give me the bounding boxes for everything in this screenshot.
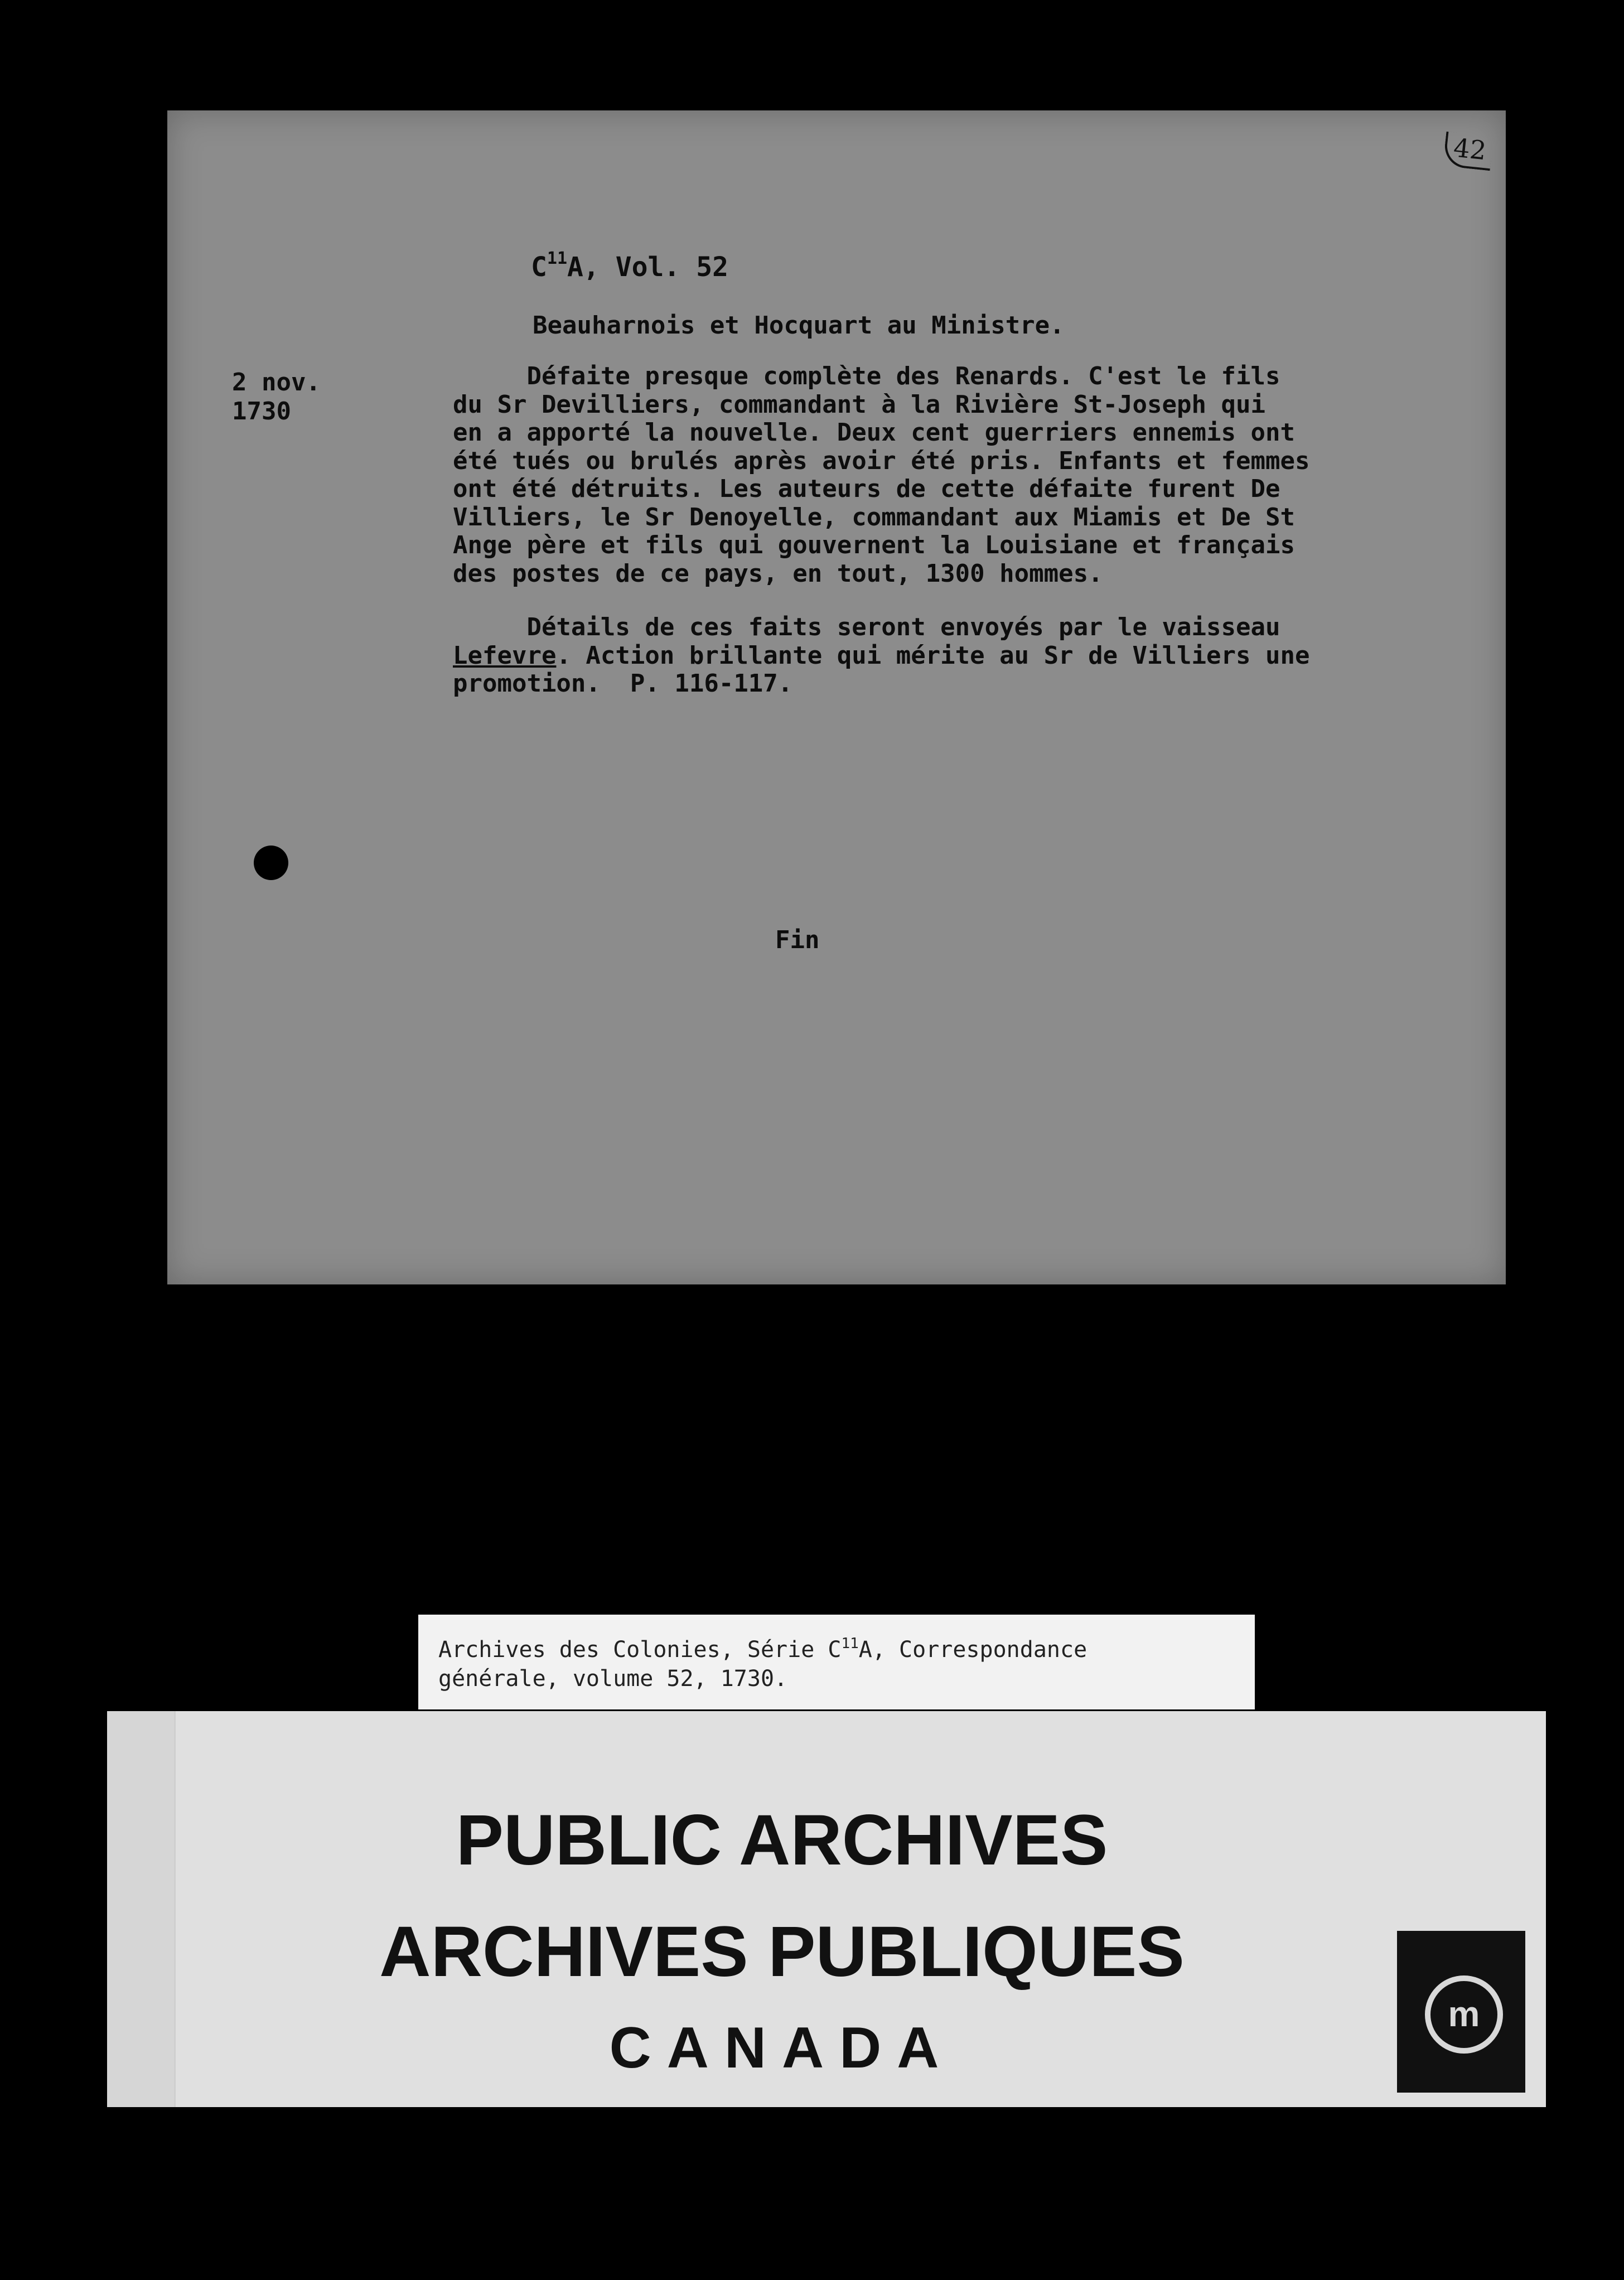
document-heading: Beauharnois et Hocquart au Ministre. xyxy=(533,311,1065,340)
caption-line2: générale, volume 52, 1730. xyxy=(438,1666,788,1692)
logo-ring xyxy=(1425,1975,1503,2054)
end-marker: Fin xyxy=(775,926,820,954)
caption-prefix: Archives des Colonies, Série C xyxy=(438,1637,842,1663)
paragraph-defeat: Défaite presque complète des Renards. C'est le fils du Sr Devilliers, commandant à la Rivière St-Joseph qui en a apporté la nouvelle. Deux cent guerriers ennemis ont été tués ou brulés après avoir été pris. Enfants et femmes ont été détruits. Les auteurs de cette défaite furent De Villiers, le Sr Denoyelle, commandant aux Miamis et De St Ange père et fils qui gouvernent la Louisiane et français des postes de ce pays, en tout, 1300 hommes. xyxy=(453,362,1310,588)
banner-line-english: PUBLIC ARCHIVES xyxy=(456,1800,1108,1880)
caption-superscript: 11 xyxy=(841,1635,859,1652)
date-year: 1730 xyxy=(232,397,291,426)
logo-glyph: m xyxy=(1448,1994,1480,2034)
paragraph-details xyxy=(453,614,1309,698)
document-sheet xyxy=(167,110,1506,1284)
punch-hole xyxy=(254,846,288,880)
reference-prefix: C xyxy=(531,252,547,283)
reference-line xyxy=(531,249,728,283)
date-day-month: 2 nov. xyxy=(232,368,321,397)
banner-line-french: ARCHIVES PUBLIQUES xyxy=(379,1912,1185,1992)
archives-canada-logo-icon xyxy=(1397,1931,1525,2093)
folio-number: 42 xyxy=(1443,132,1494,171)
date-margin xyxy=(232,368,321,426)
ship-name: Lefevre xyxy=(453,641,557,670)
banner-line-country: CANADA xyxy=(609,2016,955,2080)
caption-line1 xyxy=(438,1629,1235,1664)
paragraph-details-rest: . Action brillante qui mérite au Sr de Villiers une promotion. P. 116-117. xyxy=(453,641,1310,698)
reference-superscript: 11 xyxy=(547,249,568,268)
caption-suffix: A, Correspondance xyxy=(858,1637,1088,1663)
reference-suffix: A, Vol. 52 xyxy=(567,252,729,283)
archive-caption xyxy=(418,1615,1255,1709)
archives-banner xyxy=(107,1711,1546,2107)
paragraph-details-line1: Détails de ces faits seront envoyés par le vaisseau xyxy=(453,613,1280,641)
